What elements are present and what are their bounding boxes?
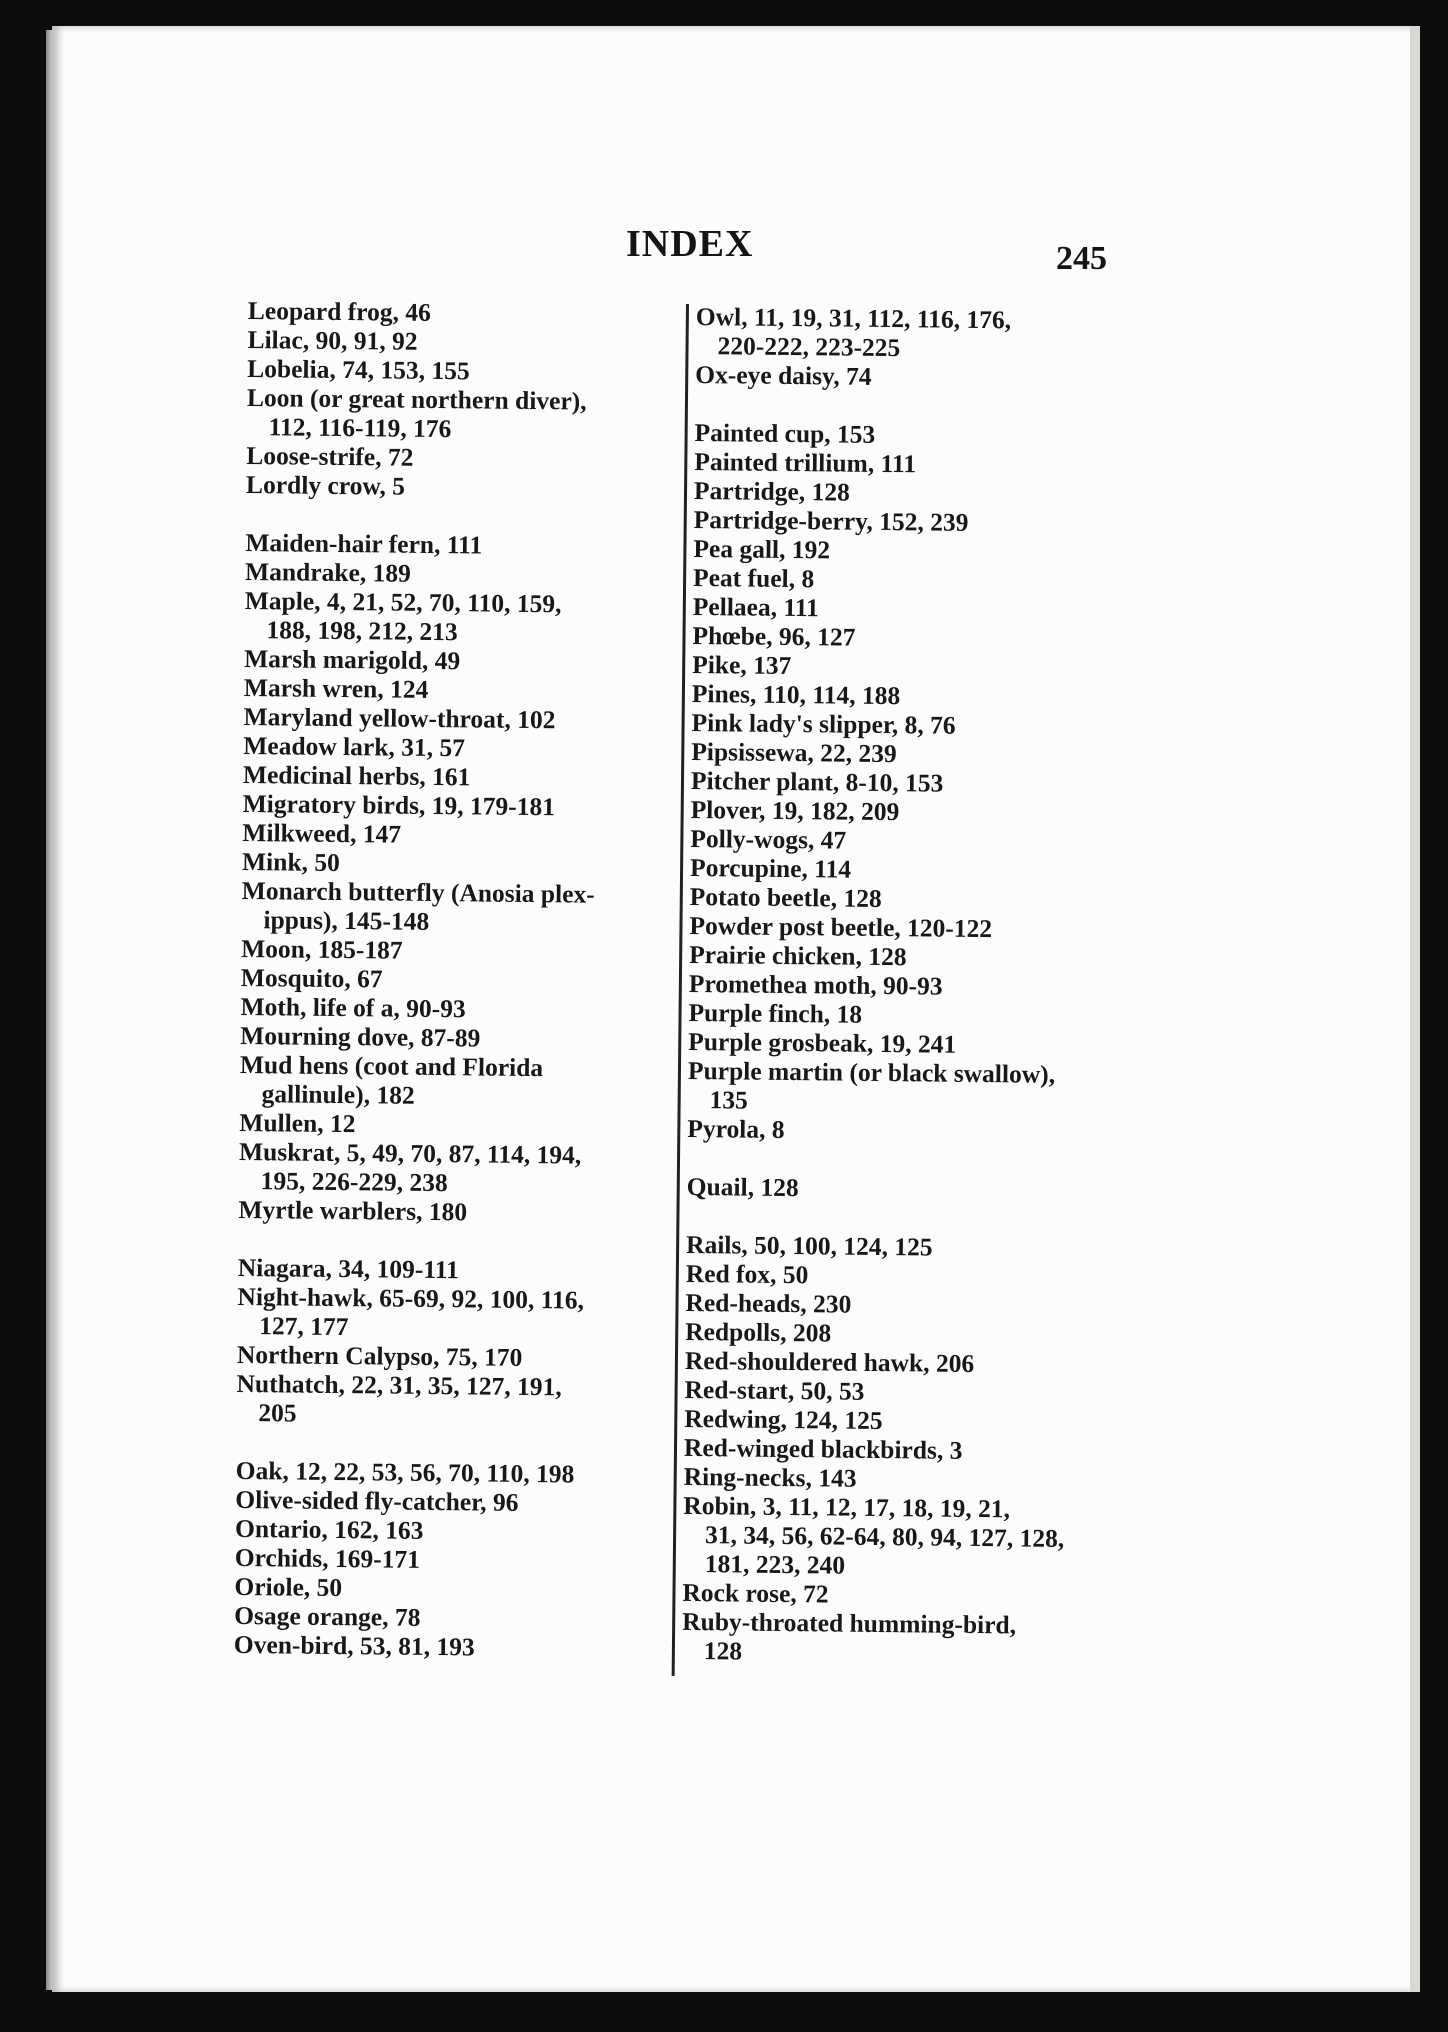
index-entry [243, 760, 663, 793]
index-entry-text: Redpolls, 208 [685, 1316, 832, 1348]
index-entry-text: Purple martin (or black swallow), [687, 1055, 1056, 1089]
index-entry-text: Polly-wogs, 47 [690, 823, 847, 855]
index-entry [243, 789, 663, 822]
index-entry [243, 702, 663, 735]
index-entry [241, 963, 661, 996]
index-entry-text: Redwing, 124, 125 [684, 1403, 883, 1436]
index-entry [694, 505, 1114, 538]
index-entry [690, 853, 1110, 886]
index-entry [238, 1195, 658, 1228]
index-entry [243, 731, 663, 764]
index-entry-text: Rock rose, 72 [682, 1577, 829, 1609]
index-entry-text: Milkweed, 147 [242, 817, 402, 849]
index-entry [687, 1114, 1107, 1147]
index-entry [689, 940, 1109, 973]
index-entry [689, 911, 1109, 944]
index-entry-text: Mandrake, 189 [244, 556, 412, 588]
index-entry-continuation: 128 [703, 1636, 743, 1666]
section-gap [236, 1427, 656, 1460]
index-entry [239, 1050, 660, 1112]
index-entry-text: Quail, 128 [686, 1171, 799, 1203]
section-gap [695, 389, 1115, 422]
index-entry [687, 1056, 1108, 1118]
index-entry-text: Mourning dove, 87-89 [240, 1020, 481, 1053]
index-entry-text: Purple finch, 18 [688, 997, 863, 1029]
index-entry [685, 1288, 1105, 1321]
index-entry [682, 1607, 1103, 1669]
index-entry-text: Orchids, 169-171 [234, 1542, 421, 1574]
index-entry-text: Ontario, 162, 163 [234, 1513, 424, 1545]
index-entry-text: Red-shouldered hawk, 206 [684, 1345, 975, 1378]
index-entry-text: Ring-necks, 143 [683, 1461, 857, 1493]
index-entry [235, 1514, 655, 1547]
index-entry-text: Niagara, 34, 109-111 [237, 1252, 459, 1285]
index-entry-text: Muskrat, 5, 49, 70, 87, 114, 194, [238, 1136, 582, 1170]
index-entry-text: Mullen, 12 [239, 1107, 356, 1139]
index-entry [685, 1346, 1105, 1379]
index-entry-text: Pines, 110, 114, 188 [691, 678, 901, 711]
index-entry-text: Pellaea, 111 [692, 591, 820, 623]
index-entry [234, 1601, 654, 1634]
index-entry [241, 876, 662, 938]
index-entry [242, 818, 662, 851]
index-entry [236, 1369, 657, 1431]
index-entry-text: Loon (or great northern diver), [246, 382, 587, 416]
index-entry [239, 1137, 660, 1199]
index-entry-text: Migratory birds, 19, 179-181 [242, 788, 556, 822]
index-entry-text: Pike, 137 [692, 649, 792, 681]
index-entry [692, 679, 1112, 712]
index-entry [691, 737, 1111, 770]
index-entry-text: Medicinal herbs, 161 [242, 759, 471, 792]
index-entry [691, 795, 1111, 828]
index-entry [688, 998, 1108, 1031]
index-entry [237, 1282, 658, 1344]
index-entry [687, 1172, 1107, 1205]
index-entry [693, 563, 1113, 596]
index-entry-text: Owl, 11, 19, 31, 112, 116, 176, [695, 302, 1012, 335]
index-entry [236, 1456, 656, 1489]
index-entry-text: Partridge-berry, 152, 239 [693, 504, 969, 537]
index-entry [244, 644, 664, 677]
page-right-edge [1410, 26, 1420, 1992]
index-entry-text: Mud hens (coot and Florida [239, 1049, 544, 1083]
index-entry [684, 1433, 1104, 1466]
index-entry-text: Prairie chicken, 128 [689, 939, 907, 972]
index-entry-text: Painted cup, 153 [694, 417, 876, 449]
index-entry [692, 621, 1112, 654]
index-entry [694, 476, 1114, 509]
index-entry [240, 1021, 660, 1054]
index-entry [247, 354, 667, 387]
index-entry-continuation: ippus), 145-148 [263, 905, 430, 936]
index-entry-continuation: gallinule), 182 [261, 1079, 415, 1110]
index-entry-text: Lordly crow, 5 [245, 469, 406, 501]
index-entry-text: Marsh wren, 124 [243, 672, 429, 704]
index-entry [682, 1578, 1102, 1611]
index-entry [691, 766, 1111, 799]
index-entry-text: Promethea moth, 90-93 [688, 968, 943, 1001]
index-entry-text: Ruby-throated humming-bird, [682, 1606, 1017, 1640]
index-entry [239, 1108, 659, 1141]
index-entry [247, 325, 667, 358]
index-entry [685, 1317, 1105, 1350]
index-entry [245, 528, 665, 561]
index-entry [244, 586, 665, 648]
index-entry [246, 470, 666, 503]
index-entry [695, 302, 1116, 364]
index-entry-text: Meadow lark, 31, 57 [243, 730, 466, 763]
index-entry-continuation: 112, 116-119, 176 [268, 412, 452, 444]
index-entry [693, 592, 1113, 625]
index-entry-text: Partridge, 128 [693, 475, 850, 507]
index-entry-continuation: 31, 34, 56, 62-64, 80, 94, 127, 128, 181, 223, 240 [704, 1520, 1065, 1580]
index-entry-text: Moon, 185-187 [241, 933, 403, 965]
index-entry-text: Red-heads, 230 [685, 1287, 852, 1319]
index-entry [244, 673, 664, 706]
index-entry-text: Moth, life of a, 90-93 [240, 991, 466, 1024]
index-entry-text: Olive-sided fly-catcher, 96 [235, 1484, 519, 1517]
index-entry [686, 1230, 1106, 1263]
index-entry [234, 1572, 654, 1605]
index-entry-text: Leopard frog, 46 [247, 296, 431, 327]
index-entry-text: Ox-eye daisy, 74 [695, 359, 872, 391]
index-entry [694, 447, 1114, 480]
index-entry [242, 847, 662, 880]
index-entry-text: Red fox, 50 [685, 1258, 809, 1290]
index-entry-text: Northern Calypso, 75, 170 [236, 1339, 523, 1372]
index-entry-text: Oven-bird, 53, 81, 193 [233, 1629, 475, 1662]
index-entry [245, 557, 665, 590]
index-entry-text: Pyrola, 8 [687, 1113, 785, 1144]
index-entry-continuation: 188, 198, 212, 213 [266, 615, 458, 647]
index-entry [690, 882, 1110, 915]
index-entry-text: Myrtle warblers, 180 [238, 1194, 468, 1227]
index-entry [238, 1253, 658, 1286]
index-entry-text: Lilac, 90, 91, 92 [247, 324, 418, 356]
index-entry-text: Red-winged blackbirds, 3 [683, 1432, 963, 1465]
index-column-left [234, 296, 668, 1663]
index-entry-text: Monarch butterfly (Anosia plex- [241, 875, 595, 909]
index-column-right [682, 302, 1116, 1669]
index-entry-text: Rails, 50, 100, 124, 125 [685, 1229, 933, 1262]
section-gap [246, 499, 666, 532]
index-entry [693, 534, 1113, 567]
index-entry [248, 296, 668, 329]
index-entry-continuation: 205 [258, 1398, 297, 1428]
index-entry-text: Maiden-hair fern, 111 [245, 527, 483, 560]
section-gap [686, 1201, 1106, 1234]
section-gap [238, 1224, 658, 1257]
index-entry-continuation: 127, 177 [259, 1311, 349, 1342]
index-entry-text: Marsh marigold, 49 [244, 643, 461, 676]
index-entry [246, 441, 666, 474]
index-entry [234, 1630, 654, 1663]
index-entry [692, 650, 1112, 683]
index-entry-continuation: 195, 226-229, 238 [260, 1166, 448, 1198]
index-entry-text: Powder post beetle, 120-122 [689, 910, 993, 944]
index-entry-text: Red-start, 50, 53 [684, 1374, 865, 1406]
index-entry-text: Pea gall, 192 [693, 533, 831, 565]
index-entry-text: Osage orange, 78 [234, 1600, 421, 1632]
index-entry [246, 383, 667, 445]
index-entry-text: Maryland yellow-throat, 102 [243, 701, 556, 735]
index-entry-text: Pitcher plant, 8-10, 153 [690, 765, 944, 798]
index-entry-text: Nuthatch, 22, 31, 35, 127, 191, [236, 1368, 562, 1402]
index-entry-text: Oak, 12, 22, 53, 56, 70, 110, 198 [235, 1455, 575, 1489]
index-entry-text: Peat fuel, 8 [692, 562, 815, 594]
index-entry-text: Loose-strife, 72 [246, 440, 414, 472]
index-entry [686, 1259, 1106, 1292]
index-entry [690, 824, 1110, 857]
index-entry-continuation: 135 [709, 1085, 749, 1115]
section-gap [687, 1143, 1107, 1176]
index-entry-text: Mosquito, 67 [240, 962, 383, 994]
index-entry-text: Pipsissewa, 22, 239 [691, 736, 897, 769]
index-entry [235, 1543, 655, 1576]
index-entry-text: Phœbe, 96, 127 [692, 620, 856, 652]
index-entry-text: Maple, 4, 21, 52, 70, 110, 159, [244, 585, 562, 619]
index-entry-text: Purple grosbeak, 19, 241 [688, 1026, 957, 1059]
index-entry-text: Porcupine, 114 [689, 852, 852, 884]
index-entry-text: Robin, 3, 11, 12, 17, 18, 19, 21, [683, 1490, 1011, 1524]
index-entry-text: Lobelia, 74, 153, 155 [247, 353, 470, 386]
index-entry [684, 1375, 1104, 1408]
index-entry-text: Potato beetle, 128 [689, 881, 882, 913]
index-entry-text: Oriole, 50 [234, 1571, 343, 1603]
index-entry [694, 418, 1114, 451]
index-entry [240, 992, 660, 1025]
index-entry [684, 1404, 1104, 1437]
index-entry [688, 1027, 1108, 1060]
index-entry [689, 969, 1109, 1002]
index-entry-continuation: 220-222, 223-225 [717, 331, 901, 363]
page-title: INDEX [626, 223, 754, 265]
index-entry-text: Painted trillium, 111 [694, 446, 917, 479]
page-number: 245 [1056, 240, 1107, 277]
index-entry [237, 1340, 657, 1373]
index-entry-text: Mink, 50 [241, 846, 341, 877]
index-entry-text: Plover, 19, 182, 209 [690, 794, 900, 827]
index-entry [684, 1462, 1104, 1495]
index-entry [683, 1491, 1104, 1582]
index-entry-text: Pink lady's slipper, 8, 76 [691, 707, 956, 740]
index-entry [691, 708, 1111, 741]
index-entry [695, 360, 1115, 393]
index-entry-text: Night-hawk, 65-69, 92, 100, 116, [237, 1281, 585, 1315]
index-entry [235, 1485, 655, 1518]
index-entry [241, 934, 661, 967]
